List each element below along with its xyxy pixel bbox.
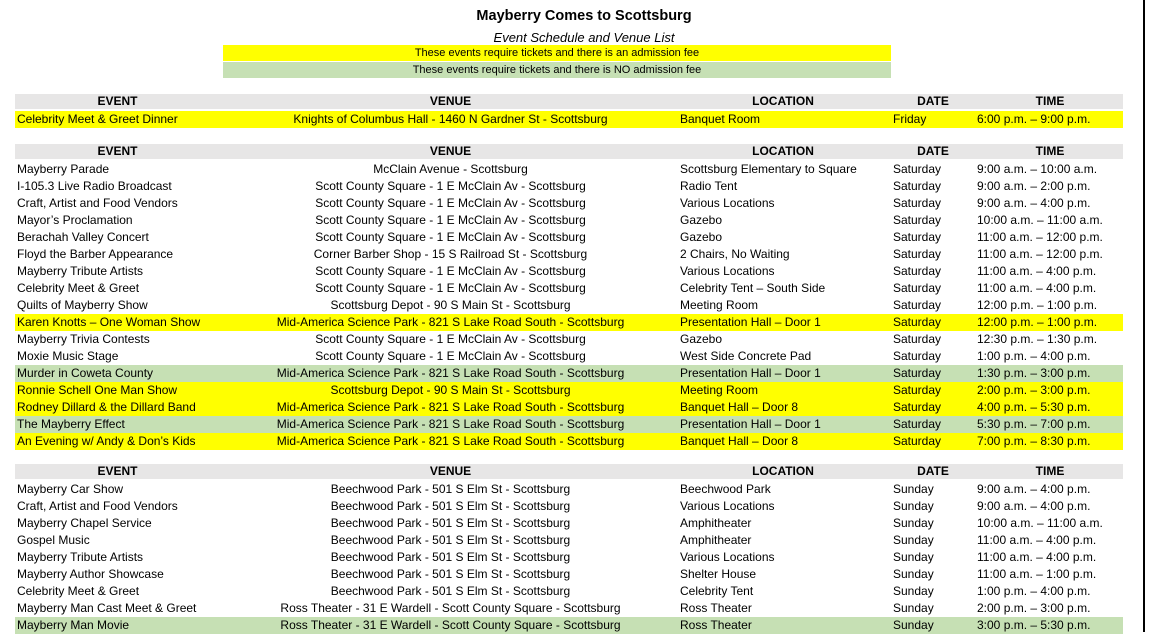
event-name-cell: Mayberry Car Show [17,482,124,496]
date-cell: Saturday [893,349,942,363]
venue-cell: Scott County Square - 1 E McClain Av - Scottsburg [315,264,586,278]
date-cell: Friday [893,112,927,126]
event-name-cell: Craft, Artist and Food Vendors [17,196,178,210]
time-cell: 12:00 p.m. – 1:00 p.m. [977,315,1098,329]
date-cell: Saturday [893,230,942,244]
date-cell: Saturday [893,434,942,448]
venue-cell: Beechwood Park - 501 S Elm St - Scottsburg [330,567,571,581]
table-row [15,111,1123,128]
header-location: LOCATION [752,144,814,158]
schedule-sunday [15,464,1123,634]
time-cell: 11:00 a.m. – 12:00 p.m. [977,230,1103,244]
time-cell: 11:00 a.m. – 4:00 p.m. [977,281,1097,295]
event-name-cell: Murder in Coweta County [17,366,154,380]
table-header [15,144,1123,159]
table-row [15,433,1123,450]
location-cell: Amphitheater [680,533,752,547]
location-cell: Scottsburg Elementary to Square [680,162,857,176]
location-cell: Gazebo [680,230,723,244]
table-row [15,195,1123,212]
venue-cell: McClain Avenue - Scottsburg [373,162,528,176]
time-cell: 2:00 p.m. – 3:00 p.m. [977,383,1091,397]
table-row [15,583,1123,600]
location-cell: Banquet Hall – Door 8 [680,434,799,448]
schedule-friday [15,94,1123,128]
time-cell: 12:00 p.m. – 1:00 p.m. [977,298,1098,312]
time-cell: 7:00 p.m. – 8:30 p.m. [977,434,1091,448]
date-cell: Saturday [893,179,942,193]
date-cell: Sunday [893,533,934,547]
venue-cell: Corner Barber Shop - 15 S Railroad St - Scottsburg [313,247,588,261]
venue-cell: Mid-America Science Park - 821 S Lake Road South - Scottsburg [276,366,625,380]
date-cell: Saturday [893,400,942,414]
header-venue: VENUE [429,464,472,478]
location-cell: Meeting Room [680,298,759,312]
legend-admission-fee: These events require tickets and there is an admission fee [223,45,891,61]
table-row [15,416,1123,433]
event-name-cell: Berachah Valley Concert [17,230,149,244]
date-cell: Saturday [893,298,942,312]
event-name-cell: Moxie Music Stage [17,349,119,363]
time-cell: 10:00 a.m. – 11:00 a.m. [977,213,1103,227]
time-cell: 9:00 a.m. – 4:00 p.m. [977,499,1091,513]
event-name-cell: I-105.3 Live Radio Broadcast [17,179,172,193]
date-cell: Sunday [893,550,934,564]
date-cell: Saturday [893,162,942,176]
location-cell: Various Locations [680,550,775,564]
time-cell: 9:00 a.m. – 4:00 p.m. [977,196,1091,210]
venue-cell: Mid-America Science Park - 821 S Lake Road South - Scottsburg [276,434,625,448]
table-row [15,600,1123,617]
location-cell: Beechwood Park [680,482,771,496]
table-row [15,498,1123,515]
event-name-cell: Floyd the Barber Appearance [17,247,174,261]
table-row [15,515,1123,532]
time-cell: 1:30 p.m. – 3:00 p.m. [977,366,1091,380]
venue-cell: Beechwood Park - 501 S Elm St - Scottsburg [330,550,571,564]
date-cell: Sunday [893,618,934,632]
event-name-cell: Ronnie Schell One Man Show [17,383,178,397]
location-cell: Presentation Hall – Door 1 [680,315,821,329]
location-cell: Various Locations [680,196,775,210]
header-location: LOCATION [752,464,814,478]
date-cell: Saturday [893,366,942,380]
time-cell: 6:00 p.m. – 9:00 p.m. [977,112,1091,126]
venue-cell: Scott County Square - 1 E McClain Av - Scottsburg [315,332,586,346]
date-cell: Saturday [893,213,942,227]
venue-cell: Beechwood Park - 501 S Elm St - Scottsburg [330,499,571,513]
venue-cell: Ross Theater - 31 E Wardell - Scott County Square - Scottsburg [280,618,621,632]
location-cell: Ross Theater [680,601,752,615]
venue-cell: Scott County Square - 1 E McClain Av - Scottsburg [315,230,586,244]
location-cell: Banquet Hall – Door 8 [680,400,799,414]
header-date: DATE [917,144,949,158]
time-cell: 1:00 p.m. – 4:00 p.m. [977,349,1091,363]
location-cell: West Side Concrete Pad [680,349,812,363]
venue-cell: Scott County Square - 1 E McClain Av - Scottsburg [315,196,586,210]
header-location: LOCATION [752,94,814,108]
date-cell: Sunday [893,482,934,496]
date-cell: Saturday [893,417,942,431]
date-cell: Saturday [893,383,942,397]
location-cell: Various Locations [680,264,775,278]
event-name-cell: Mayberry Author Showcase [17,567,164,581]
location-cell: Celebrity Tent – South Side [680,281,826,295]
time-cell: 3:00 p.m. – 5:30 p.m. [977,618,1091,632]
table-row [15,297,1123,314]
event-name-cell: Quilts of Mayberry Show [17,298,148,312]
table-header [15,464,1123,479]
venue-cell: Ross Theater - 31 E Wardell - Scott County Square - Scottsburg [280,601,621,615]
event-name-cell: Celebrity Meet & Greet Dinner [17,112,178,126]
header-event: EVENT [97,144,138,158]
header-event: EVENT [97,94,138,108]
event-name-cell: Mayberry Tribute Artists [17,264,144,278]
event-name-cell: Craft, Artist and Food Vendors [17,499,178,513]
event-name-cell: Mayberry Tribute Artists [17,550,144,564]
table-row [15,314,1123,331]
time-cell: 11:00 a.m. – 4:00 p.m. [977,550,1097,564]
event-name-cell: Gospel Music [17,533,90,547]
date-cell: Sunday [893,516,934,530]
date-cell: Saturday [893,196,942,210]
location-cell: Radio Tent [680,179,738,193]
time-cell: 1:00 p.m. – 4:00 p.m. [977,584,1091,598]
table-row [15,212,1123,229]
venue-cell: Mid-America Science Park - 821 S Lake Road South - Scottsburg [276,417,625,431]
table-row [15,178,1123,195]
date-cell: Saturday [893,281,942,295]
event-name-cell: Mayor’s Proclamation [17,213,133,227]
table-row [15,617,1123,634]
table-row [15,246,1123,263]
event-name-cell: Mayberry Chapel Service [17,516,152,530]
event-name-cell: Mayberry Man Movie [17,618,130,632]
time-cell: 11:00 a.m. – 12:00 p.m. [977,247,1103,261]
header-venue: VENUE [429,94,472,108]
table-row [15,365,1123,382]
page-subtitle: Event Schedule and Venue List [493,30,675,45]
event-name-cell: Karen Knotts – One Woman Show [17,315,201,329]
date-cell: Saturday [893,264,942,278]
location-cell: Gazebo [680,332,723,346]
venue-cell: Beechwood Park - 501 S Elm St - Scottsburg [330,584,571,598]
venue-cell: Scott County Square - 1 E McClain Av - Scottsburg [315,179,586,193]
venue-cell: Scottsburg Depot - 90 S Main St - Scottsburg [330,298,571,312]
table-row [15,263,1123,280]
location-cell: Various Locations [680,499,775,513]
location-cell: Meeting Room [680,383,759,397]
location-cell: Presentation Hall – Door 1 [680,417,821,431]
location-cell: Gazebo [680,213,723,227]
date-cell: Saturday [893,332,942,346]
table-row [15,399,1123,416]
venue-cell: Beechwood Park - 501 S Elm St - Scottsburg [330,482,571,496]
table-row [15,348,1123,365]
header-time: TIME [1035,464,1065,478]
event-name-cell: Mayberry Trivia Contests [17,332,150,346]
table-header [15,94,1123,109]
schedule-saturday [15,144,1123,450]
venue-cell: Knights of Columbus Hall - 1460 N Gardner St - Scottsburg [293,112,608,126]
table-row [15,161,1123,178]
page-right-border [1143,0,1145,632]
table-row [15,382,1123,399]
table-row [15,549,1123,566]
venue-cell: Scott County Square - 1 E McClain Av - Scottsburg [315,281,586,295]
table-row [15,229,1123,246]
venue-cell: Scott County Square - 1 E McClain Av - Scottsburg [315,213,586,227]
location-cell: Ross Theater [680,618,752,632]
event-name-cell: Mayberry Man Cast Meet & Greet [17,601,197,615]
event-name-cell: Mayberry Parade [17,162,110,176]
header-venue: VENUE [429,144,472,158]
venue-cell: Beechwood Park - 501 S Elm St - Scottsburg [330,533,571,547]
time-cell: 12:30 p.m. – 1:30 p.m. [977,332,1098,346]
date-cell: Sunday [893,567,934,581]
table-row [15,331,1123,348]
event-name-cell: An Evening w/ Andy & Don’s Kids [17,434,196,448]
venue-cell: Scottsburg Depot - 90 S Main St - Scottsburg [330,383,571,397]
location-cell: Amphitheater [680,516,752,530]
table-row [15,532,1123,549]
legend-no-admission-fee: These events require tickets and there is NO admission fee [223,62,891,78]
event-name-cell: Celebrity Meet & Greet [17,584,140,598]
table-row [15,566,1123,583]
date-cell: Sunday [893,601,934,615]
location-cell: Banquet Room [680,112,761,126]
event-name-cell: The Mayberry Effect [17,417,125,431]
location-cell: Presentation Hall – Door 1 [680,366,821,380]
time-cell: 5:30 p.m. – 7:00 p.m. [977,417,1091,431]
venue-cell: Mid-America Science Park - 821 S Lake Road South - Scottsburg [276,400,625,414]
time-cell: 9:00 a.m. – 2:00 p.m. [977,179,1091,193]
venue-cell: Mid-America Science Park - 821 S Lake Road South - Scottsburg [276,315,625,329]
table-row [15,280,1123,297]
time-cell: 9:00 a.m. – 4:00 p.m. [977,482,1091,496]
page-title: Mayberry Comes to Scottsburg [476,8,692,24]
location-cell: Shelter House [680,567,757,581]
time-cell: 11:00 a.m. – 4:00 p.m. [977,264,1097,278]
location-cell: 2 Chairs, No Waiting [680,247,790,261]
event-name-cell: Celebrity Meet & Greet [17,281,140,295]
time-cell: 11:00 a.m. – 4:00 p.m. [977,533,1097,547]
time-cell: 2:00 p.m. – 3:00 p.m. [977,601,1091,615]
header-time: TIME [1035,94,1065,108]
time-cell: 11:00 a.m. – 1:00 p.m. [977,567,1097,581]
time-cell: 4:00 p.m. – 5:30 p.m. [977,400,1091,414]
header-date: DATE [917,464,949,478]
header-date: DATE [917,94,949,108]
header-time: TIME [1035,144,1065,158]
date-cell: Sunday [893,499,934,513]
time-cell: 10:00 a.m. – 11:00 a.m. [977,516,1103,530]
header-event: EVENT [97,464,138,478]
venue-cell: Beechwood Park - 501 S Elm St - Scottsburg [330,516,571,530]
table-row [15,481,1123,498]
venue-cell: Scott County Square - 1 E McClain Av - Scottsburg [315,349,586,363]
time-cell: 9:00 a.m. – 10:00 a.m. [977,162,1098,176]
location-cell: Celebrity Tent [680,584,754,598]
date-cell: Sunday [893,584,934,598]
date-cell: Saturday [893,247,942,261]
date-cell: Saturday [893,315,942,329]
event-name-cell: Rodney Dillard & the Dillard Band [17,400,196,414]
